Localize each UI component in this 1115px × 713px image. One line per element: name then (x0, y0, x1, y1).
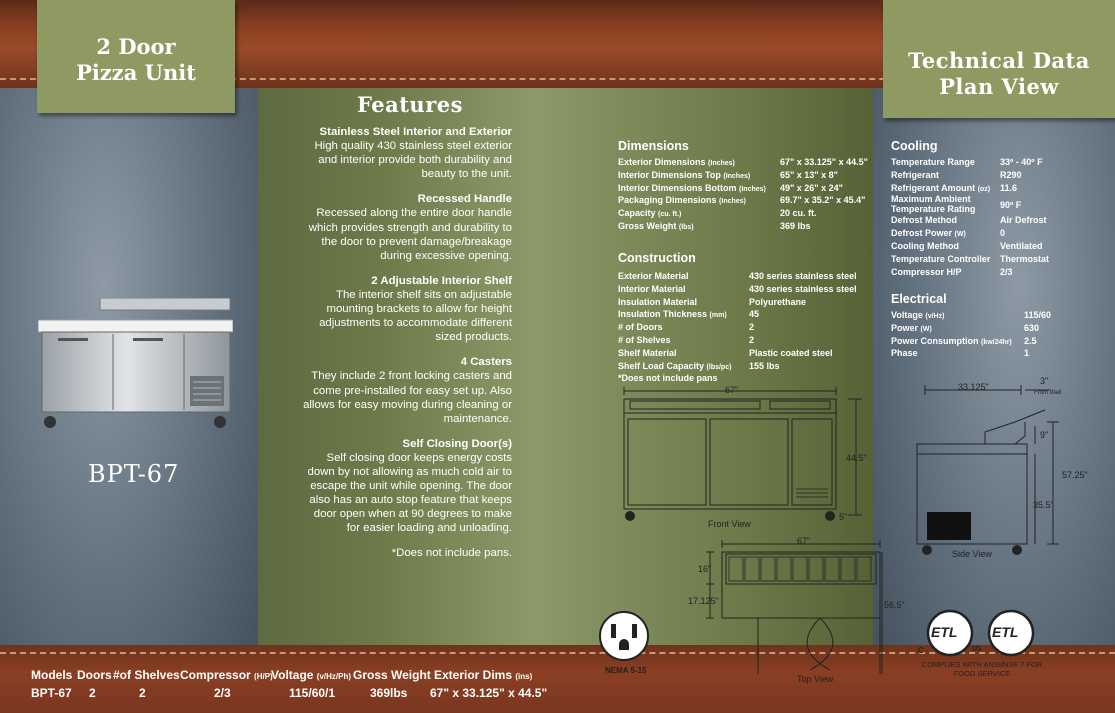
spec-row (618, 157, 868, 170)
table-cell: 2 (139, 686, 146, 700)
spec-unit: (Inches) (719, 198, 746, 206)
nema-label: NEMA 5-15 (605, 666, 647, 675)
model-name: BPT-67 (88, 460, 180, 488)
side-top-dimension: 9" (1040, 430, 1049, 440)
spec-row (618, 348, 868, 361)
table-cell: 115/60/1 (289, 686, 336, 700)
spec-value: 2 (749, 334, 755, 345)
technical-title-line2: Plan View (939, 74, 1059, 99)
top-width-dimension: 67" (797, 536, 811, 546)
spec-row (618, 361, 868, 374)
spec-value: 2 (749, 322, 755, 333)
spec-value: 369 lbs (780, 220, 811, 231)
spec-row (618, 195, 868, 208)
spec-unit: (lbs) (678, 223, 694, 231)
spec-label: Packaging Dimensions (618, 195, 717, 206)
front-caster-dimension: 5" (839, 512, 848, 522)
spec-unit: (W) (920, 325, 932, 333)
spec-unit: (lbs/pc) (706, 363, 732, 371)
feature-heading: Self Closing Door(s) (402, 437, 512, 450)
technical-title-line1: Technical Data (908, 48, 1090, 73)
product-title-tab (37, 0, 235, 113)
spec-unit: (oz) (977, 185, 991, 193)
front-width-dimension: 67" (725, 385, 739, 395)
features-footnote: *Does not include pans. (391, 547, 512, 560)
feature-block (300, 192, 512, 262)
spec-row (891, 310, 1106, 323)
etl-mark: ETL (931, 624, 958, 640)
side-total-dimension: 57.25" (1062, 470, 1088, 480)
spec-value: R290 (1000, 169, 1022, 180)
construction-title: Construction (618, 251, 696, 265)
front-height-dimension: 44.5" (846, 453, 867, 463)
feature-block (300, 437, 512, 536)
header-label: Compressor (180, 668, 251, 682)
spec-row (891, 170, 1106, 183)
spec-label: Interior Dimensions Top (618, 169, 721, 180)
spec-row (891, 157, 1106, 170)
spec-row (891, 228, 1106, 241)
spec-label: Insulation Material (618, 296, 698, 307)
spec-label: Shelf Load Capacity (618, 360, 705, 371)
top-pan-dimension: 16" (698, 564, 712, 574)
feature-text: High quality 430 stainless steel exterior and interior provide both durability and beauty to the unit. (314, 140, 512, 181)
spec-row (891, 254, 1106, 267)
spec-label: Maximum Ambient Temperature Rating (891, 194, 976, 214)
header-label: #of Shelves (113, 668, 180, 682)
product-title-line2: Pizza Unit (76, 60, 196, 85)
header-unit: (v/Hz/Ph) (316, 672, 352, 681)
spec-label: Cooling Method (891, 240, 959, 251)
spec-label: Insulation Thickness (618, 309, 708, 320)
spec-label: Temperature Controller (891, 253, 991, 264)
spec-label: Defrost Power (891, 228, 953, 239)
feature-text: Self closing door keeps energy costs down by not allowing as much cold air to escape the unit while opening. The door also has an auto stop feature that keeps door open when at 90 degrees to make for easier loading and unloading. (307, 451, 512, 535)
header-label: Exterior Dims (434, 668, 513, 682)
header-label: Gross Weight (353, 668, 431, 682)
spec-unit: (v/Hz) (925, 313, 945, 320)
table-header (113, 668, 180, 682)
spec-value: Plastic coated steel (749, 347, 833, 358)
side-lid-note: From Wall (1034, 390, 1062, 396)
spec-row (618, 208, 868, 221)
spec-row (618, 271, 868, 284)
side-lid-dimension: 3" (1040, 376, 1049, 386)
compliance-note: COMPLIES WITH ANSI/NSF 7 FOR FOOD SERVICE (921, 660, 1043, 678)
spec-label: Interior Material (618, 283, 686, 294)
spec-value: 67" x 33.125" x 44.5" (780, 157, 868, 167)
spec-value: 33º - 40º F (1000, 157, 1043, 167)
spec-unit: (Inches) (708, 160, 735, 167)
features-title: Features (357, 92, 463, 117)
spec-label: Defrost Method (891, 215, 957, 226)
spec-row (891, 195, 1106, 215)
spec-row (618, 183, 868, 196)
construction-table (618, 271, 868, 386)
spec-label: Power Consumption (891, 335, 979, 346)
cert-us: US (972, 646, 982, 653)
dimensions-title: Dimensions (618, 139, 689, 153)
spec-row (891, 215, 1106, 228)
header-unit: (H/P) (254, 672, 273, 681)
spec-value: Ventilated (1000, 240, 1043, 251)
construction-note: *Does not include pans (618, 373, 718, 384)
pizza-unit-image (38, 298, 233, 430)
header-unit: (ins) (515, 672, 533, 681)
feature-block (300, 125, 512, 181)
spec-unit: (Inches) (739, 185, 766, 193)
spec-label: Refrigerant Amount (891, 182, 976, 193)
spec-value: 65" x 13" x 8" (780, 169, 838, 180)
feature-heading: 4 Casters (460, 356, 512, 369)
feature-block (300, 355, 512, 425)
spec-row (618, 309, 868, 322)
feature-heading: Recessed Handle (417, 193, 512, 206)
spec-label: Power (891, 322, 919, 333)
spec-label: Voltage (891, 310, 923, 320)
spec-value: 20 cu. ft. (780, 208, 817, 219)
spec-unit: (mm) (709, 312, 727, 320)
header-label: Models (31, 668, 73, 682)
spec-row (891, 241, 1106, 254)
spec-value: 2.5 (1024, 335, 1037, 346)
table-cell: BPT-67 (31, 686, 72, 700)
spec-row (618, 322, 868, 335)
spec-row (891, 323, 1106, 336)
side-view-label: Side View (952, 549, 992, 559)
side-depth-dimension: 33.125" (958, 382, 989, 392)
table-header (271, 668, 351, 682)
cert-c: C (918, 646, 924, 655)
table-header (77, 668, 112, 682)
front-view-label: Front View (708, 519, 751, 529)
table-cell: 369lbs (370, 686, 408, 700)
spec-row (618, 297, 868, 310)
spec-unit: (Inches) (723, 172, 751, 180)
top-depth-dimension: 17.125" (688, 596, 719, 606)
dimensions-table (618, 157, 868, 234)
feature-block (300, 274, 512, 344)
nema-outlet-icon (598, 610, 650, 662)
spec-value: 1 (1024, 348, 1030, 359)
spec-label: # of Doors (618, 322, 663, 333)
spec-label: Temperature Range (891, 157, 975, 167)
top-view-drawing (670, 538, 885, 678)
spec-row (891, 348, 1106, 361)
table-header (434, 668, 532, 682)
header-label: Doors (77, 668, 112, 682)
spec-label: Capacity (618, 208, 656, 219)
spec-value: 49" x 26" x 24" (780, 182, 843, 193)
spec-value: 45 (749, 309, 760, 320)
spec-label: Exterior Material (618, 271, 689, 281)
features-list (300, 125, 512, 561)
spec-unit: (kw/24hr) (981, 338, 1012, 346)
feature-text: Recessed along the entire door handle which provides strength and durability to the door to prevent damage/breakage during excessive opening. (308, 207, 512, 262)
spec-row (891, 336, 1106, 349)
spec-value: 155 lbs (749, 360, 780, 371)
spec-value: 90º F (1000, 200, 1022, 211)
spec-value: Air Defrost (1000, 215, 1047, 226)
spec-label: Exterior Dimensions (618, 157, 706, 167)
spec-label: # of Shelves (618, 334, 671, 345)
top-view-label: Top View (797, 674, 834, 684)
product-title-line1: 2 Door (96, 34, 176, 59)
spec-value: 69.7" x 35.2" x 45.4" (780, 195, 866, 206)
cooling-title: Cooling (891, 139, 938, 153)
spec-value: 430 series stainless steel (749, 283, 857, 294)
table-cell: 2/3 (214, 686, 231, 700)
front-view-drawing (620, 385, 870, 530)
table-header (353, 668, 431, 682)
electrical-table (891, 310, 1106, 361)
spec-value: 115/60 (1024, 310, 1052, 320)
spec-row (891, 267, 1106, 280)
spec-label: Compressor H/P (891, 266, 962, 277)
spec-label: Phase (891, 348, 918, 359)
feature-heading: 2 Adjustable Interior Shelf (371, 274, 512, 287)
spec-value: 430 series stainless steel (749, 271, 857, 281)
table-header (180, 668, 273, 682)
electrical-title: Electrical (891, 292, 947, 306)
cooling-table (891, 157, 1106, 279)
spec-label: Gross Weight (618, 220, 677, 231)
spec-row (618, 284, 868, 297)
feature-text: They include 2 front locking casters and come pre-installed for easy set up. Also allows for easy moving during cleaning or maintenance. (303, 370, 512, 425)
feature-text: The interior shelf sits on adjustable mounting brackets to allow for height adjustments to accommodate different sized products. (319, 288, 512, 344)
side-body-dimension: 35.5" (1033, 500, 1054, 510)
table-cell: 2 (89, 686, 96, 700)
spec-unit: (W) (954, 231, 966, 239)
spec-value: 630 (1024, 322, 1040, 333)
spec-value: 2/3 (1000, 266, 1013, 277)
spec-value: 0 (1000, 228, 1006, 239)
top-height-dimension: 56.5" (884, 600, 905, 610)
spec-unit: (cu. ft.) (658, 211, 682, 219)
spec-value: 11.6 (1000, 182, 1018, 193)
table-header (31, 668, 72, 682)
header-label: Voltage (271, 668, 314, 682)
spec-label: Refrigerant (891, 169, 940, 180)
feature-heading: Stainless Steel Interior and Exterior (319, 126, 512, 138)
etl-mark-2: ETL (992, 624, 1019, 640)
spec-label: Shelf Material (618, 347, 677, 358)
spec-value: Thermostat (1000, 253, 1050, 264)
spec-row (618, 170, 868, 183)
spec-label: Interior Dimensions Bottom (618, 182, 737, 193)
technical-data-tab (883, 0, 1115, 118)
spec-row (618, 221, 868, 234)
table-cell: 67" x 33.125" x 44.5" (430, 686, 548, 700)
spec-value: Polyurethane (749, 296, 807, 307)
spec-row (618, 335, 868, 348)
